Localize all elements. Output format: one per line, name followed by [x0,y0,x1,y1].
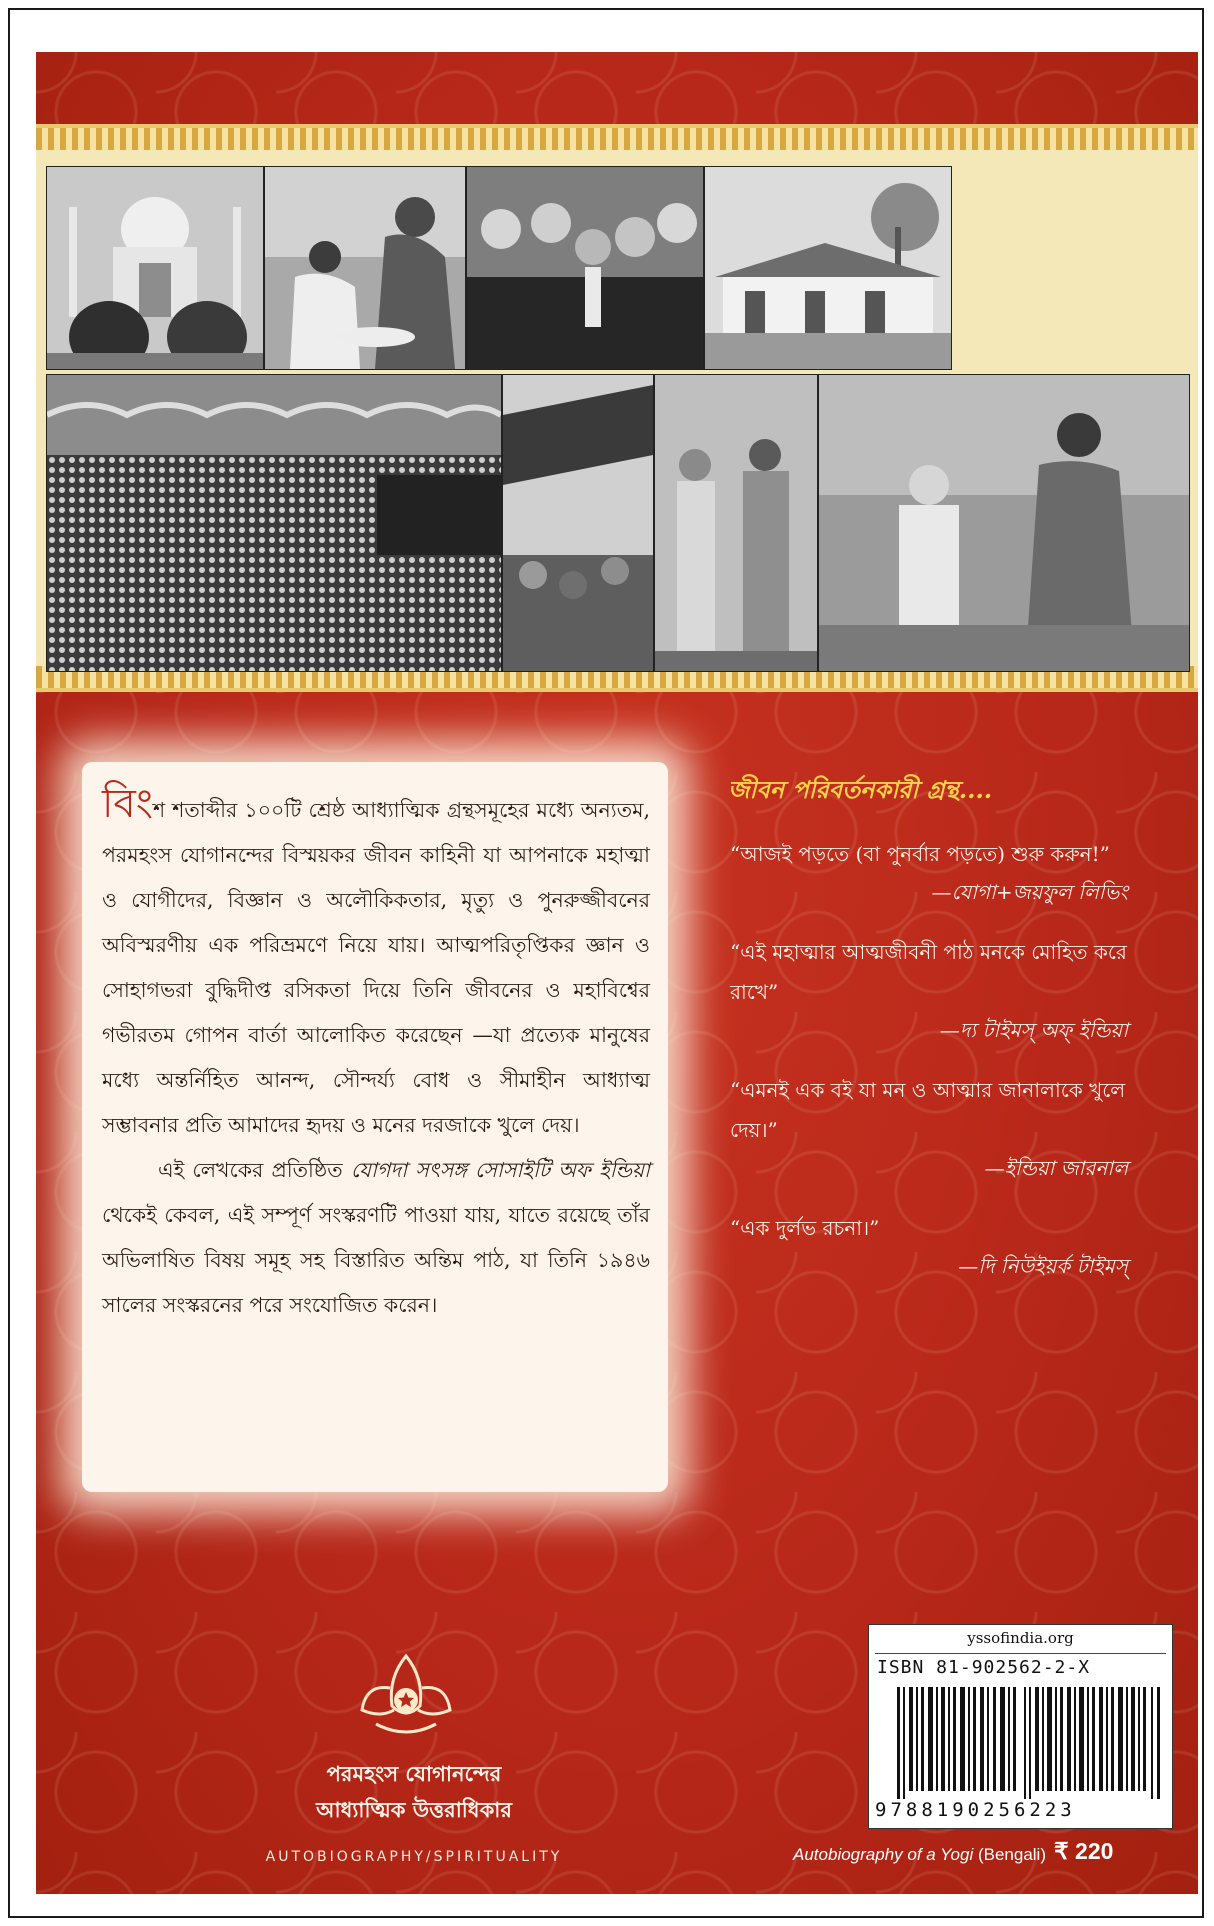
isbn-barcode-box [868,1624,1173,1829]
publisher-name: যোগদা সৎসঙ্গ সোসাইটি অফ ইন্ডিয়া [350,1158,650,1182]
description-panel [82,762,668,1492]
description-text [102,781,650,1328]
taj-mahal-photo [46,166,264,370]
quote-text: “এই মহাত্মার আত্মজীবনী পাঠ মনকে মোহিত করে রাখে” [730,940,1127,1004]
gandhi-meal-photo [264,166,466,370]
divider [875,1653,1166,1654]
quote-text: “আজই পড়তে (বা পুনর্বার পড়তে) শুরু করুন!” [730,842,1110,866]
description-paragraph-2: এই লেখকের প্রতিষ্ঠিত যোগদা সৎসঙ্গ সোসাইটি অফ ইন্ডিয়া থেকেই কেবল, এই সম্পূর্ণ সংস্করণটি পাওয়া যায়, যাতে রয়েছে তাঁর অভিলাষিত বিষয় সমূহ সহ বিস্তারিত অন্তিম পাঠ, যা তিনি ১৯৪৬ সালের সংস্করনের পরে সংযোজিত করেন। [102,1158,650,1317]
yss-lotus-star-logo-icon [336,1648,476,1748]
barcode-number: 9788190256223 [875,1799,1076,1821]
quote-source: —দ্য টাইমস্ অফ্ ইন্ডিয়া [939,1018,1128,1042]
gold-trim-top [36,128,1198,150]
procession-photo [502,374,654,672]
isbn-text: ISBN 81-902562-2-X [877,1657,1091,1678]
quote-source: —ইন্ডিয়া জারনাল [984,1156,1128,1180]
review-quote [708,932,1168,1048]
page-frame [8,8,1204,1918]
drop-cap: বিং [102,781,153,827]
review-quote [708,1070,1168,1186]
quote-source: —দি নিউইয়র্ক টাইমস্ [958,1254,1128,1278]
genre-label: AUTOBIOGRAPHY/SPIRITUALITY [265,1849,563,1865]
review-quote [708,1208,1168,1284]
author-line-1: পরমহংস যোগানন্দের [326,1762,502,1786]
back-cover [36,52,1198,1894]
yogis-photo [818,374,1190,672]
price-label: ₹ 220 [1054,1838,1114,1864]
book-title: Autobiography of a Yogi (Bengali) [793,1845,1046,1864]
quote-text: “এক দুর্লভ রচনা।” [730,1216,880,1240]
auditorium-photo [46,374,502,672]
website-url: yssofindia.org [967,1629,1074,1647]
description-paragraph-1: শ শতাব্দীর ১০০টি শ্রেষ্ঠ আধ্যাত্মিক গ্রন্থসমূহের মধ্যে অন্যতম, পরমহংস যোগানন্দের বিস্ময়কর জীবন কাহিনী যা আপনাকে মহাত্মা ও যোগীদের, বিজ্ঞান ও অলৌকিকতার, মৃত্যু ও পুনরুজ্জীবনের অবিস্মরণীয় এক পরিভ্রমণে নিয়ে যায়। আত্মপরিতৃপ্তিকর জ্ঞান ও সোহাগভরা বুদ্ধিদীপ্ত রসিকতা দিয়ে তিনি জীবনের ও মহাবিশ্বের গভীরতম গোপন বার্তা আলোকিত করেছেন —যা প্রত্যেক মানুষের মধ্যে অন্তর্নিহিত আনন্দ, সৌন্দর্য্য বোধ ও সীমাহীন আধ্যাত্ম সম্ভাবনার প্রতি আমাদের হৃদয় ও মনের দরজাকে খুলে দেয়। [102,798,650,1137]
review-quotes [708,772,1168,1306]
author-line-2: আধ্যাত্মিক উত্তরাধিকার [316,1798,512,1822]
quotes-heading: জীবন পরিবর্তনকারী গ্রন্থ.... [728,775,993,804]
quote-text: “এমনই এক বই যা মন ও আত্মার জানালাকে খুলে দেয়।” [730,1078,1126,1142]
quote-source: —যোগা+জয়ফুল লিভিং [931,880,1128,904]
barcode-bars [897,1687,1161,1799]
saints-photo [654,374,818,672]
group-portrait-photo [466,166,704,370]
review-quote [708,834,1168,910]
building-photo [704,166,952,370]
photo-collage [36,124,1198,692]
